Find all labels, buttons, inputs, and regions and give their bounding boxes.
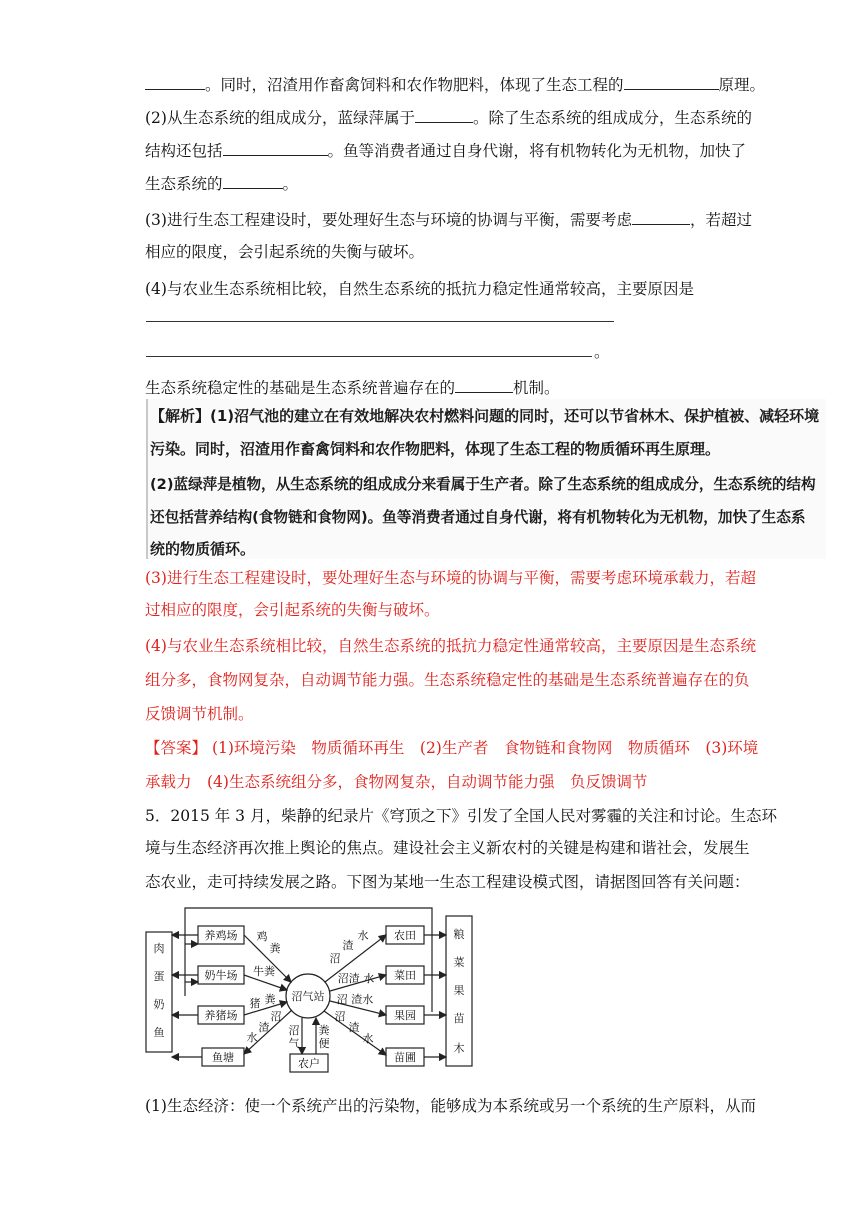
text: 组分多，食物网复杂，自动调节能力强。生态系统稳定性的基础是生态系统普遍存在的负 [145, 671, 750, 689]
field-label: 农田 [394, 929, 416, 942]
analysis-red-5 [145, 704, 254, 724]
text: (2)从生态系统的组成成分，蓝绿萍属于 [145, 109, 415, 127]
arrow-label: 沼 [334, 1010, 346, 1023]
q4-line-3 [145, 141, 746, 161]
answer-line-1 [145, 738, 758, 758]
analysis-line-5 [150, 539, 255, 559]
product-left: 鱼 [153, 1026, 165, 1039]
text: 相应的限度，会引起系统的失衡与破坏。 [145, 243, 425, 261]
arrow-label: 沼 [329, 952, 341, 965]
text: (2)蓝绿萍是植物，从生态系统的组成成分来看属于生产者。除了生态系统的组成成分，生态系统的结构 [150, 476, 816, 493]
arrow-label: 沼 [270, 1010, 282, 1023]
text: 结构还包括 [145, 142, 223, 160]
image-edge [146, 399, 148, 559]
blank [415, 108, 473, 123]
text: 。鱼等消费者通过自身代谢，将有机物转化为无机物，加快了 [327, 142, 747, 160]
text: (1)沼气池的建立在有效地解决农村燃料问题的同时，还可以节省林木、保护植被、减轻环境 [210, 407, 820, 425]
product-left: 奶 [153, 998, 165, 1011]
answer-label: 【答案】 [145, 739, 208, 757]
q5-line-3 [145, 872, 750, 892]
arrow-label: 水 [246, 1031, 258, 1044]
text: (3)进行生态工程建设时，要处理好生态与环境的协调与平衡，需要考虑环境承载力，若超 [145, 569, 756, 587]
analysis-red-3 [145, 636, 756, 656]
text: 境与生态经济再次推上舆论的焦点。建设社会主义新农村的关键是构建和谐社会，发展生 [145, 839, 750, 857]
q4-line-6 [145, 242, 424, 262]
q5-line-1 [145, 806, 777, 826]
arrow-label: 沼渣 水 [337, 972, 375, 985]
text: 。 [594, 343, 610, 361]
answer-line-2 [145, 772, 647, 792]
blank [223, 174, 283, 189]
blank [455, 378, 513, 393]
eco-engineering-diagram [142, 904, 482, 1084]
arrow-label: 水 [362, 1032, 374, 1045]
analysis-line-3 [150, 475, 816, 495]
product-right: 粮 [453, 928, 465, 941]
analysis-line-2 [150, 439, 720, 459]
q5-sub-1 [145, 1096, 756, 1116]
farm-label: 奶牛场 [204, 969, 238, 982]
q4-line-8 [145, 378, 560, 398]
q4-line-5 [145, 210, 752, 230]
field-label: 苗圃 [394, 1051, 416, 1064]
arrow-label: 粪 [318, 1024, 330, 1037]
arrow-label: 气 [288, 1037, 300, 1050]
text: (4)与农业生态系统相比较，自然生态系统的抵抗力稳定性通常较高，主要原因是生态系统 [145, 637, 756, 655]
blank [145, 75, 205, 90]
analysis-image [146, 399, 826, 559]
household-label: 农户 [298, 1057, 320, 1070]
text: (3)进行生态工程建设时，要处理好生态与环境的协调与平衡，需要考虑 [145, 211, 632, 229]
text: 过相应的限度，会引起系统的失衡与破坏。 [145, 601, 440, 619]
field-label: 果园 [394, 1009, 416, 1022]
text: 统的物质循环。 [150, 540, 256, 558]
analysis-line-4 [150, 508, 805, 528]
arrow-label: 渣 [258, 1021, 270, 1034]
answer-line [146, 321, 614, 322]
q5-line-2 [145, 838, 750, 858]
text: 污染。同时，沼渣用作畜禽饲料和农作物肥料，体现了生态工程的物质循环再生原理。 [150, 440, 721, 458]
farm-label: 养猪场 [204, 1009, 238, 1022]
product-right: 果 [453, 984, 465, 997]
arrow-label: 沼 [288, 1024, 300, 1037]
product-right: 苗 [453, 1012, 465, 1025]
analysis-line-1 [150, 406, 819, 426]
text: 态农业，走可持续发展之路。下图为某地一生态工程建设模式图，请据图回答有关问题： [145, 873, 750, 891]
arrow-label: 粪 [264, 993, 276, 1006]
product-left: 肉 [153, 942, 165, 955]
product-right: 菜 [453, 956, 465, 969]
text: (4)与农业生态系统相比较，自然生态系统的抵抗力稳定性通常较高，主要原因是 [145, 280, 694, 298]
analysis-red-4 [145, 670, 750, 690]
text: 还包括营养结构(食物链和食物网)。鱼等消费者通过自身代谢，将有机物转化为无机物，加快了生态系 [150, 509, 806, 526]
text: 承载力 (4)生态系统组分多，食物网复杂，自动调节能力强 负反馈调节 [145, 773, 648, 791]
q4-line-7 [145, 279, 694, 299]
text: 生态系统稳定性的基础是生态系统普遍存在的 [145, 379, 456, 397]
analysis-red-2 [145, 600, 440, 620]
blank [624, 75, 719, 90]
analysis-red-1 [145, 568, 756, 588]
text: 5．2015 年 3 月，柴静的纪录片《穹顶之下》引发了全国人民对雾霾的关注和讨论。生态环 [145, 807, 777, 825]
q4-line-4 [145, 174, 298, 194]
text: 生态系统的 [145, 175, 223, 193]
arrow-label: 渣 [348, 1021, 360, 1034]
arrow-label: 猪 [249, 997, 261, 1010]
text: 。除了生态系统的组成成分，生态系统的 [472, 109, 752, 127]
text: 原理。 [718, 76, 766, 94]
arrow-label: 沼 渣水 [336, 993, 374, 1006]
product-right: 木 [453, 1042, 465, 1055]
center-label: 沼气站 [291, 990, 325, 1003]
q4-line-end [594, 342, 610, 362]
arrow-label: 鸡 [256, 930, 268, 943]
text: 。同时，沼渣用作畜禽饲料和农作物肥料，体现了生态工程的 [205, 76, 624, 94]
blank [223, 141, 328, 156]
text: (1)环境污染 物质循环再生 (2)生产者 食物链和食物网 物质循环 (3)环境 [207, 739, 759, 757]
arrow-label: 渣 [342, 939, 354, 952]
blank [632, 210, 690, 225]
q4-line-2 [145, 108, 752, 128]
answer-line [146, 356, 592, 357]
q4-line-1 [145, 75, 765, 95]
arrow-label: 便 [318, 1037, 330, 1050]
arrow-label: 粪 [269, 942, 281, 955]
text: 。 [282, 175, 299, 193]
text: ，若超过 [689, 211, 752, 229]
farm-label: 鱼塘 [212, 1051, 234, 1064]
farm-label: 养鸡场 [204, 929, 238, 942]
arrow-label: 牛粪 [253, 965, 275, 978]
text: 反馈调节机制。 [145, 705, 254, 723]
analysis-label: 【解析】 [150, 407, 211, 425]
text: 机制。 [513, 379, 560, 397]
field-label: 菜田 [394, 969, 416, 982]
arrow-label: 水 [357, 929, 369, 942]
text: (1)生态经济：使一个系统产出的污染物，能够成为本系统或另一个系统的生产原料，从而 [145, 1097, 756, 1115]
product-left: 蛋 [153, 970, 165, 983]
